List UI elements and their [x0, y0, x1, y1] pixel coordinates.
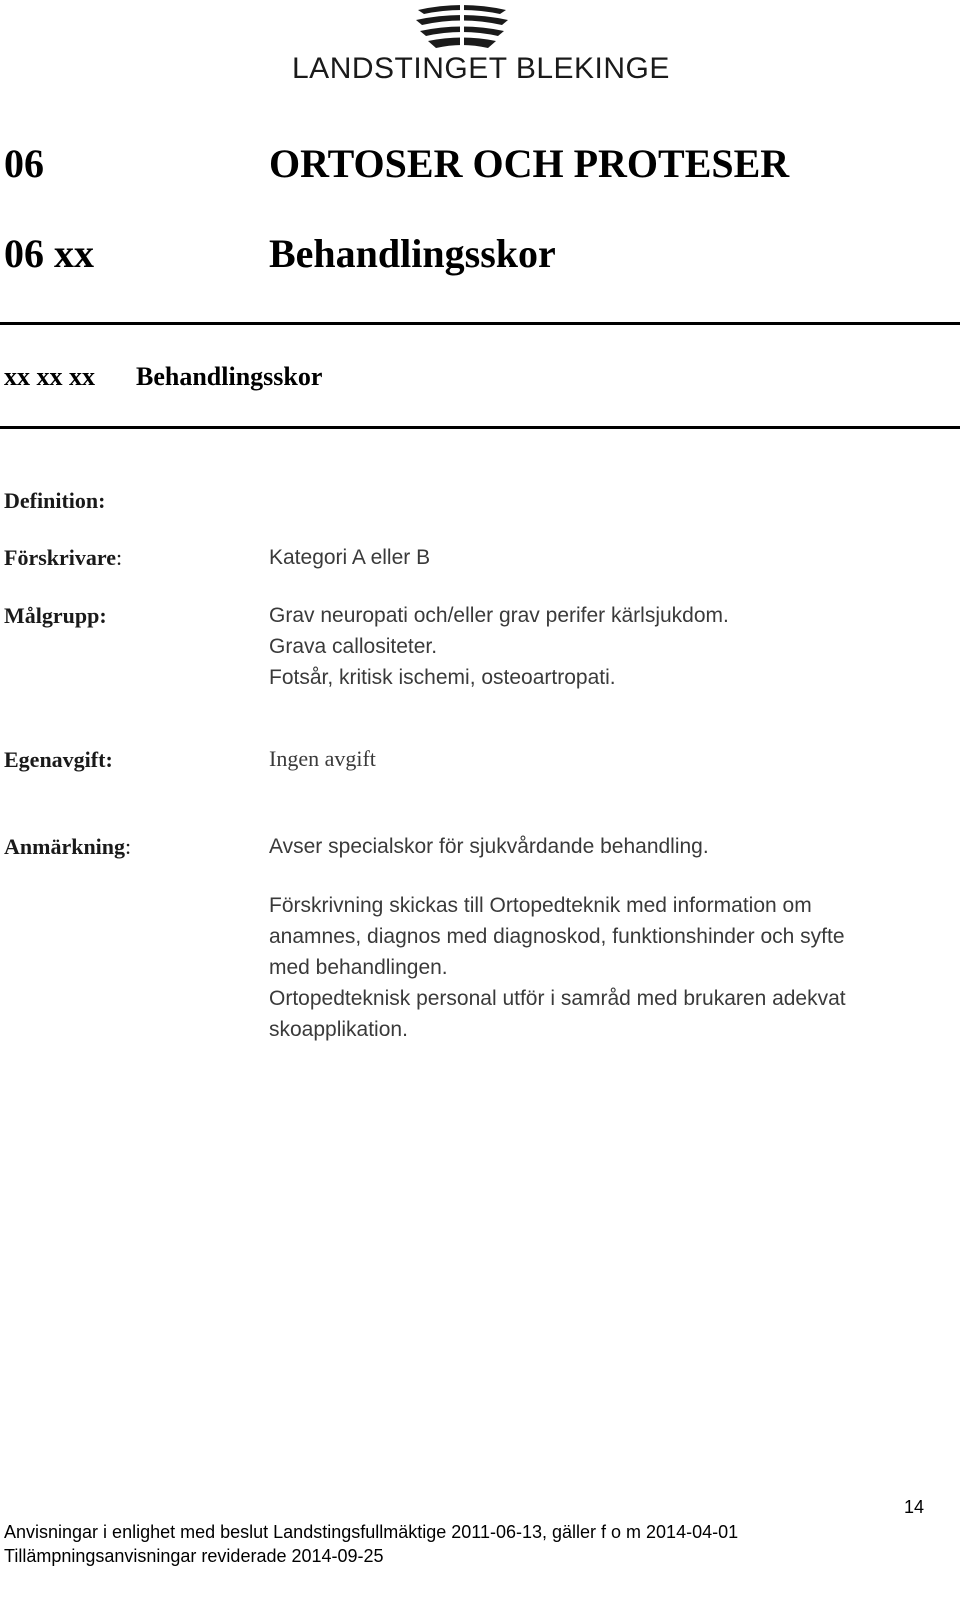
anmarkning-colon: : — [125, 834, 132, 859]
anmarkning-label — [4, 834, 131, 860]
egenavgift-value: Ingen avgift — [269, 746, 376, 771]
group-code: 06 xx — [4, 231, 94, 276]
egenavgift-label: Egenavgift: — [4, 747, 113, 772]
logo-ship-icon — [414, 2, 510, 50]
footer-line-2: Tillämpningsanvisningar reviderade 2014-09-25 — [4, 1546, 384, 1566]
anmarkning-para2 — [269, 890, 949, 1045]
malgrupp-line: Grava callositeter. — [269, 635, 438, 658]
malgrupp-label: Målgrupp: — [4, 603, 107, 628]
chapter-title: ORTOSER OCH PROTESER — [269, 141, 790, 186]
item-code: xx xx xx — [4, 362, 95, 391]
forskrivare-label — [4, 545, 122, 571]
anmarkning-line: anamnes, diagnos med diagnoskod, funktionshinder och syfte — [269, 925, 845, 948]
anmarkning-line: skoapplikation. — [269, 1018, 408, 1041]
forskrivare-colon: : — [116, 545, 123, 570]
anmarkning-para1: Avser specialskor för sjukvårdande behandling. — [269, 835, 709, 858]
logo — [290, 0, 670, 90]
logo-text: LANDSTINGET BLEKINGE — [292, 52, 670, 85]
divider-top — [0, 322, 960, 325]
anmarkning-label-text: Anmärkning — [4, 834, 126, 859]
divider-bottom — [0, 426, 960, 429]
anmarkning-line: Ortopedteknisk personal utför i samråd med brukaren adekvat — [269, 987, 846, 1010]
page-number: 14 — [904, 1497, 925, 1517]
footer-line-1: Anvisningar i enlighet med beslut Landstingsfullmäktige 2011-06-13, gäller f o m 2014-04-01 — [4, 1522, 739, 1542]
group-title: Behandlingsskor — [269, 231, 556, 276]
anmarkning-line: med behandlingen. — [269, 956, 448, 979]
anmarkning-line: Förskrivning skickas till Ortopedteknik med information om — [269, 894, 812, 917]
forskrivare-label-text: Förskrivare — [4, 545, 117, 570]
malgrupp-line: Grav neuropati och/eller grav perifer kärlsjukdom. — [269, 604, 729, 627]
malgrupp-values — [269, 600, 949, 693]
definition-label: Definition: — [4, 488, 106, 513]
item-title: Behandlingsskor — [136, 362, 323, 391]
forskrivare-value: Kategori A eller B — [269, 546, 431, 569]
chapter-code: 06 — [4, 141, 44, 186]
malgrupp-line: Fotsår, kritisk ischemi, osteoartropati. — [269, 666, 616, 689]
